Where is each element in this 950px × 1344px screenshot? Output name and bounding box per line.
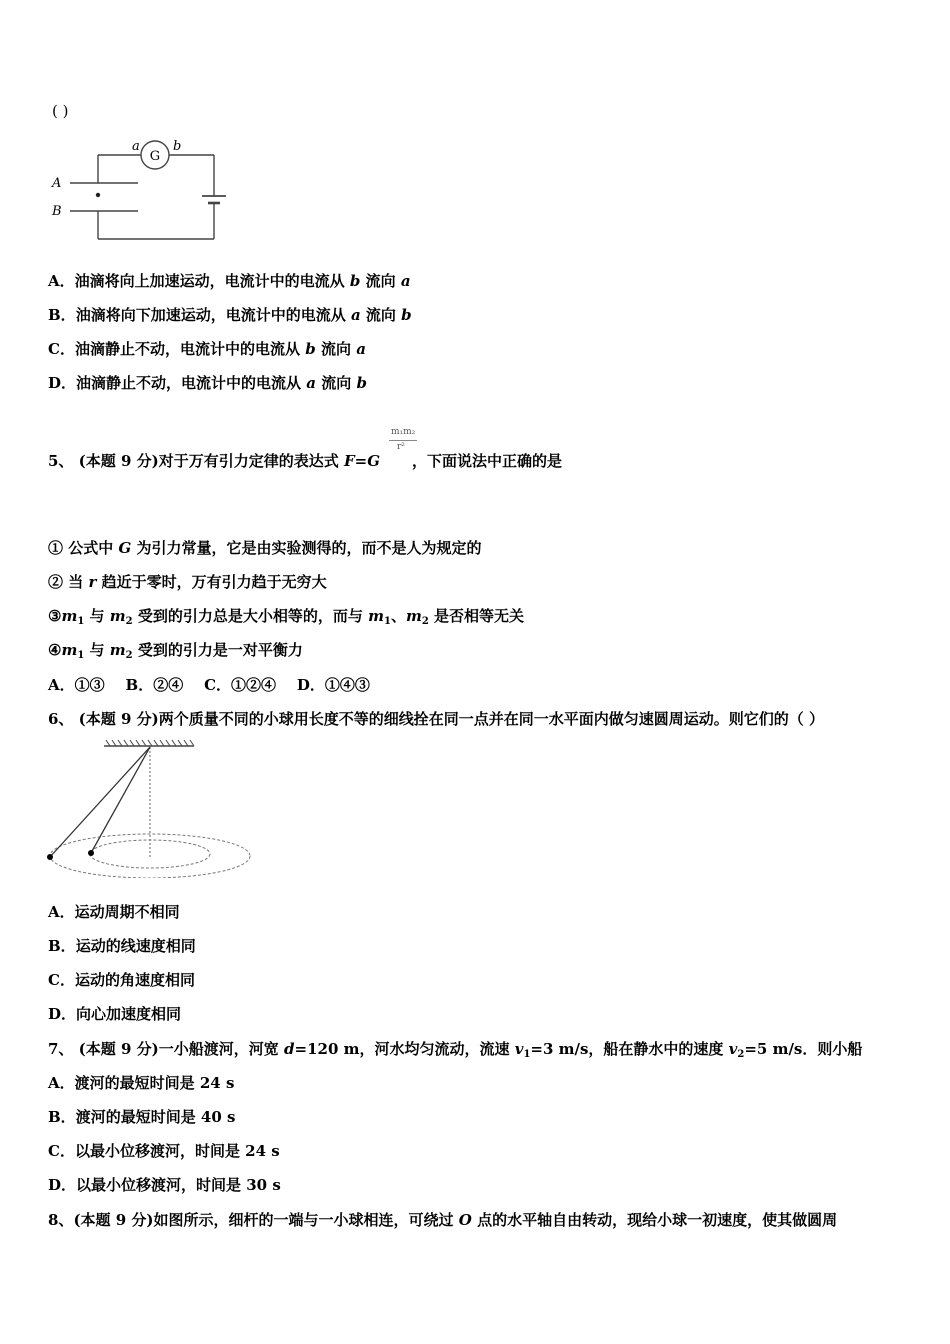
q5-statement-4: $④m_1$ 与 $m_2$ 受到的引力是一对平衡力 xyxy=(48,641,303,661)
q4-option-c: C．油滴静止不动，电流计中的电流从 b 流向 a xyxy=(48,340,366,358)
plate-b-label: B xyxy=(52,204,62,219)
q7-option-a: A．渡河的最短时间是 24 s xyxy=(48,1074,235,1092)
q7-option-c: C．以最小位移渡河，时间是 24 s xyxy=(48,1142,280,1160)
q5-stem: 5、 (本题 9 分)对于万有引力定律的表达式 F=G ，下面说法中正确的是 xyxy=(48,452,563,470)
q5-statement-2: ② 当 r 趋近于零时，万有引力趋于无穷大 xyxy=(48,573,327,591)
q6-option-a: A．运动周期不相同 xyxy=(48,903,180,921)
formula-numerator: m₁m₂ xyxy=(391,427,416,437)
galvanometer-label: G xyxy=(149,149,161,164)
formula-fraction-bar xyxy=(389,440,417,441)
q4-option-a: A．油滴将向上加速运动，电流计中的电流从 b 流向 a xyxy=(48,272,411,290)
q4-option-d: D．油滴静止不动，电流计中的电流从 a 流向 b xyxy=(48,374,367,392)
q4-bracket: ( ) xyxy=(52,102,69,120)
conical-pendulum-diagram xyxy=(44,738,254,878)
q6-option-d: D．向心加速度相同 xyxy=(48,1005,182,1023)
q6-option-b: B．运动的线速度相同 xyxy=(48,937,196,955)
q4-option-b: B．油滴将向下加速运动，电流计中的电流从 a 流向 b xyxy=(48,306,412,324)
q6-option-c: C．运动的角速度相同 xyxy=(48,971,195,989)
node-b-label: b xyxy=(173,139,182,154)
q8-stem: 8、(本题 9 分)如图所示，细杆的一端与一小球相连，可绕过 O 点的水平轴自由转动，现给小球一初速度，使其做圆周 xyxy=(48,1211,838,1229)
plate-a-label: A xyxy=(52,176,62,191)
q7-stem: 7、 (本题 9 分)一小船渡河，河宽 d=120 m，河水均匀流动，流速 $v_1=3$ m/s，船在静水中的速度 $v_2=5$ m/s．则小船 xyxy=(48,1040,863,1060)
q6-stem: 6、 (本题 9 分)两个质量不同的小球用长度不等的细线拴在同一点并在同一水平面内做匀速圆周运动。则它们的（ ） xyxy=(48,710,824,728)
node-a-label: a xyxy=(132,139,140,154)
q5-choices: A．①③ B．②④ C．①②④ D．①④③ xyxy=(48,676,370,694)
q5-statement-3: $③m_1$ 与 $m_2$ 受到的引力总是大小相等的，而与 $m_1$、$m_2$ 是否相等无关 xyxy=(48,607,525,627)
formula-denominator: r² xyxy=(397,442,405,452)
capacitor-circuit-diagram xyxy=(48,135,248,245)
q7-option-d: D．以最小位移渡河，时间是 30 s xyxy=(48,1176,281,1194)
q7-option-b: B．渡河的最短时间是 40 s xyxy=(48,1108,236,1126)
q5-statement-1: ① 公式中 G 为引力常量，它是由实验测得的，而不是人为规定的 xyxy=(48,539,482,557)
